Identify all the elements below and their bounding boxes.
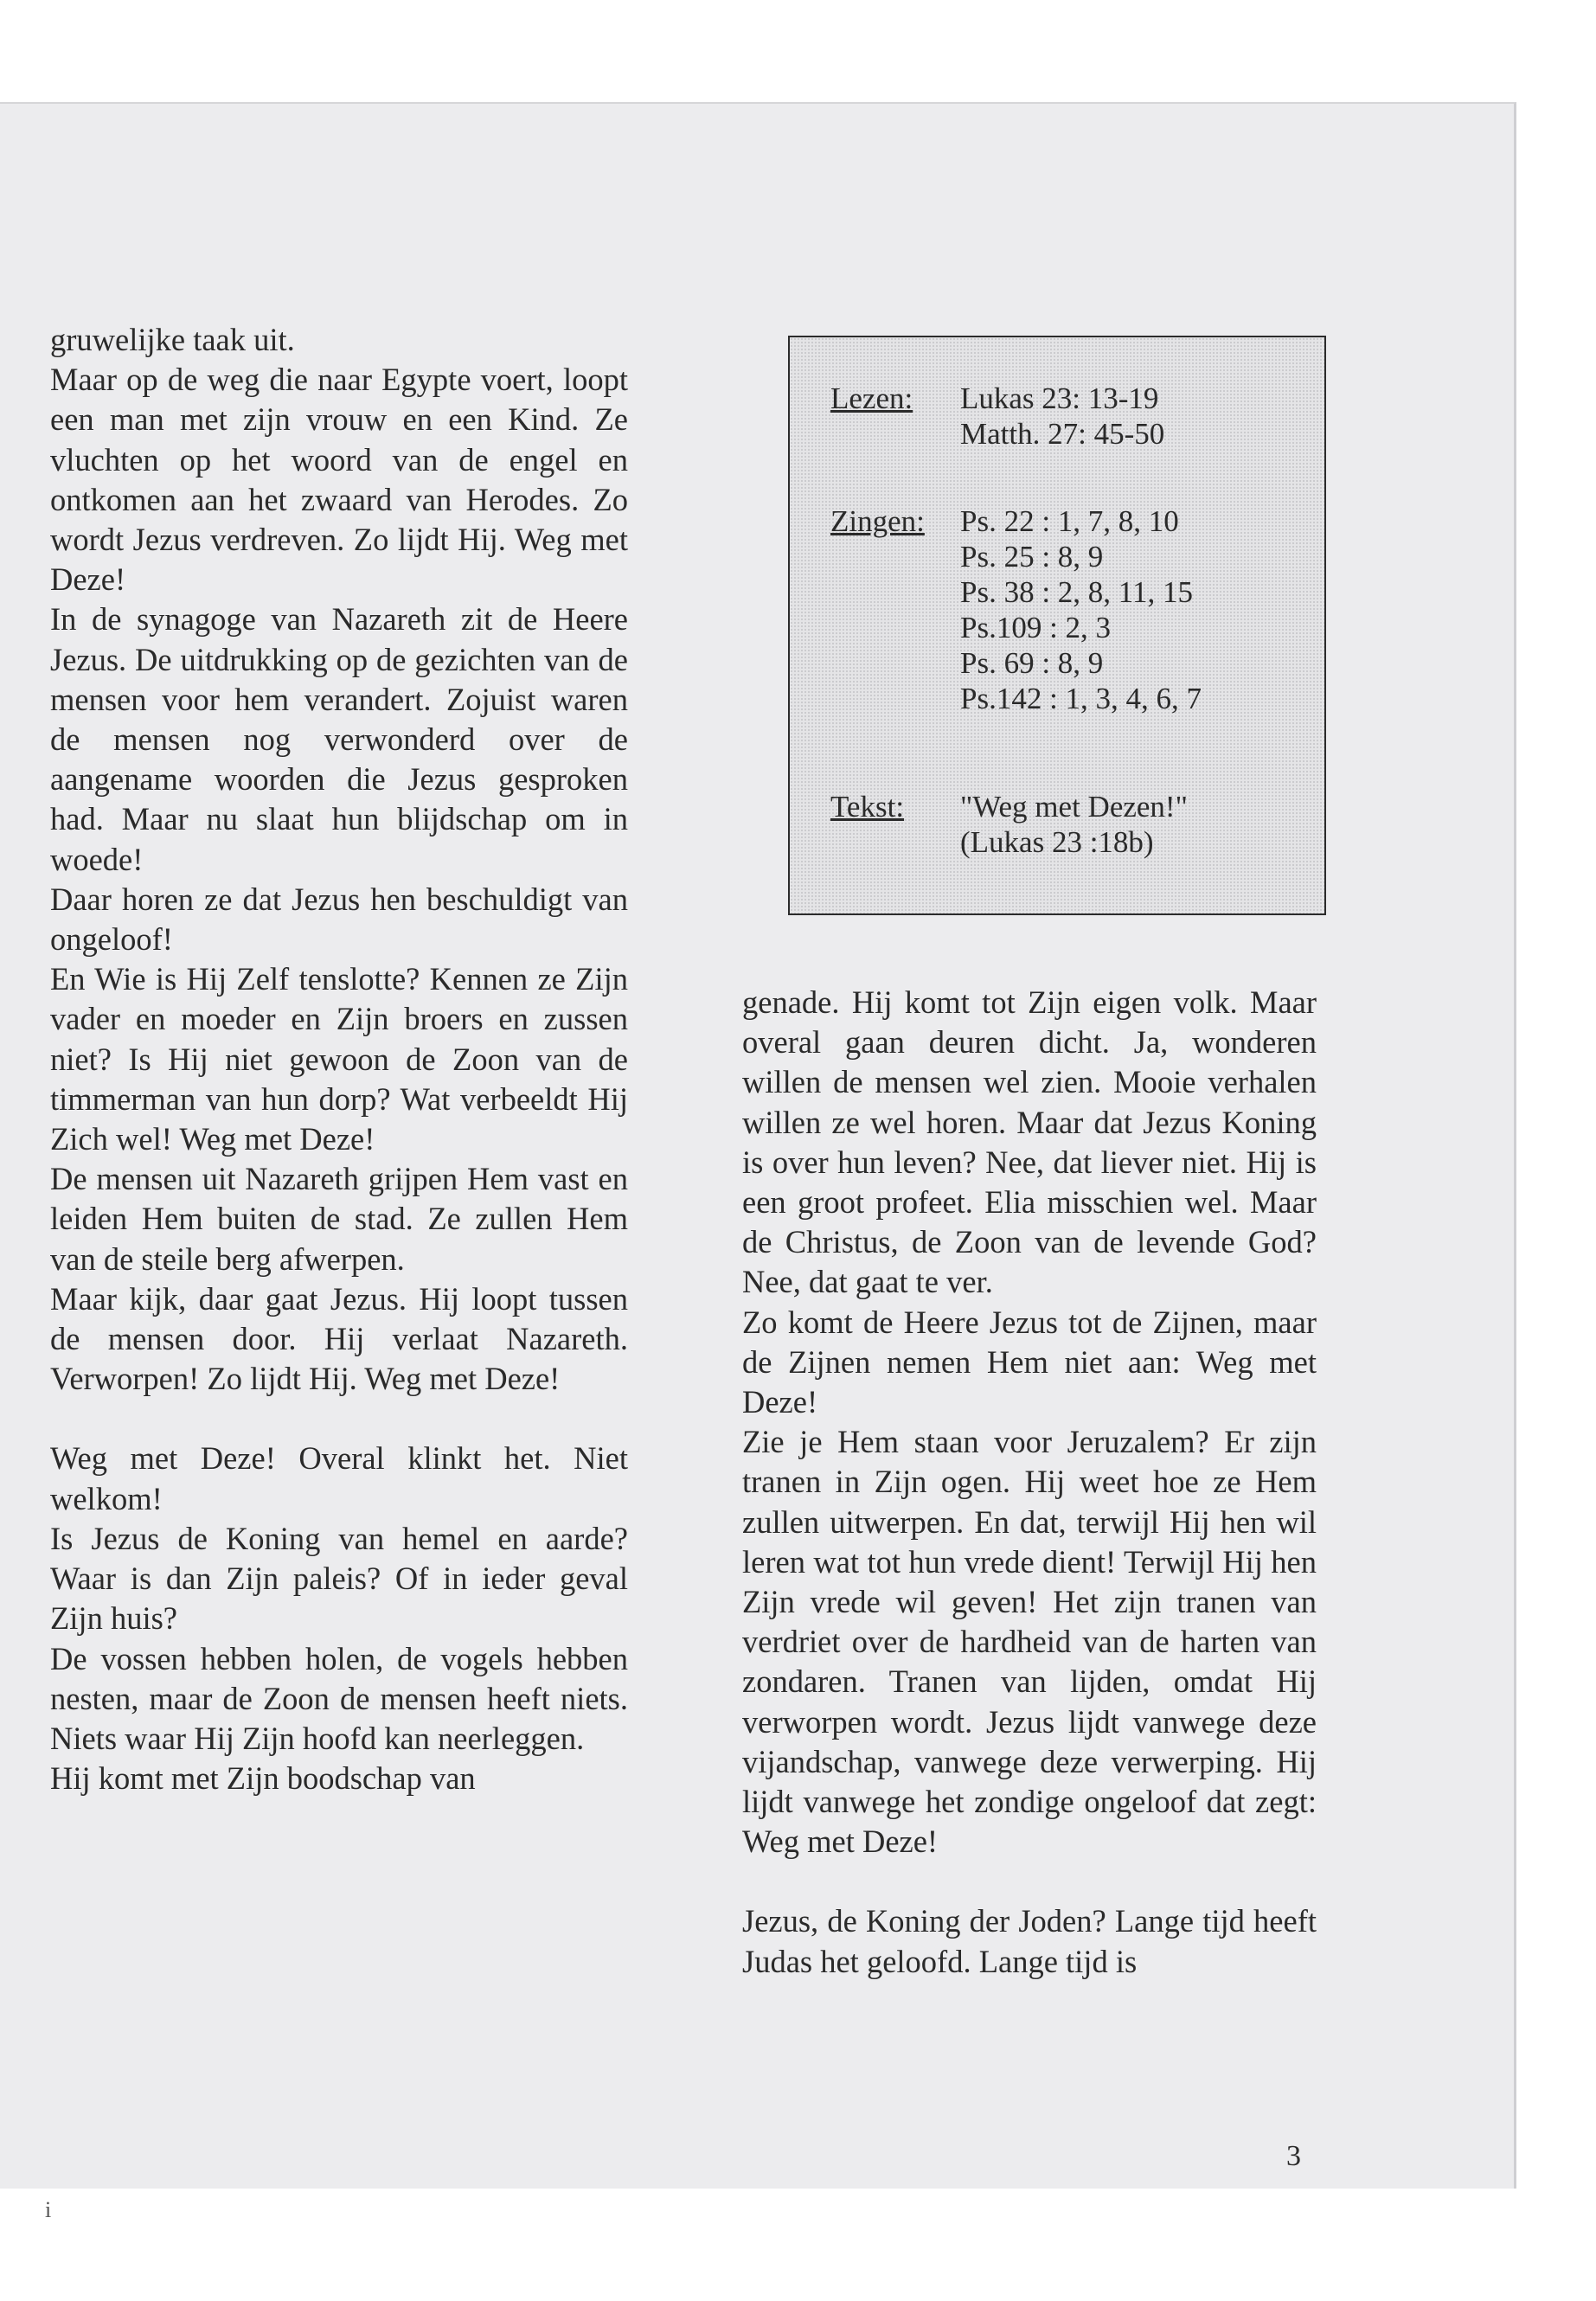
paragraph: Zie je Hem staan voor Jeruzalem? Er zijn tranen in Zijn ogen. Hij weet hoe ze Hem zullen uitwerpen. En dat, terwijl Hij hen wil leren wat tot hun vrede dient! Terwijl Hij hen Zijn vrede wil geven! Het zijn tranen van verdriet over de hardheid van de harten van zondaren. Tranen van lijden, omdat Hij verworpen wordt. Jezus lijdt vanwege deze vijandschap, vanwege deze verwerping. Hij lijdt vanwege het zondige ongeloof dat zegt: Weg met Deze! (742, 1424, 1317, 1860)
zingen-line: Ps. 22 : 1, 7, 8, 10 (960, 504, 1179, 538)
paragraph: De mensen uit Nazareth grijpen Hem vast en leiden Hem buiten de stad. Ze zullen Hem van de steile berg afwerpen. (50, 1161, 628, 1277)
tekst-label: Tekst: (830, 790, 905, 824)
paragraph: De vossen hebben holen, de vogels hebben nesten, maar de Zoon de mensen heeft niets. Niets waar Hij Zijn hoofd kan neerleggen. (50, 1640, 628, 1756)
tekst-line: "Weg met Dezen!" (960, 790, 1188, 824)
page-sheet (0, 102, 1516, 2189)
zingen-label: Zingen: (830, 504, 925, 538)
paragraph: gruwelijke taak uit. (50, 322, 295, 357)
paragraph: genade. Hij komt tot Zijn eigen volk. Maar overal gaan deuren dicht. Ja, wonderen willen de mensen wel zien. Mooie verhalen willen ze wel horen. Maar dat Jezus Koning is over hun leven? Nee, dat liever niet. Hij is een groot profeet. Elia misschien wel. Maar de Christus, de Zoon van de levende God? Nee, dat gaat te ver. (742, 984, 1317, 1300)
zingen-line: Ps.142 : 1, 3, 4, 6, 7 (960, 682, 1202, 715)
paragraph-gap (742, 1862, 1317, 1901)
page-number: 3 (1286, 2140, 1301, 2172)
right-column (742, 983, 1317, 1982)
paragraph: Daar horen ze dat Jezus hen beschuldigt van ongeloof! (50, 881, 628, 958)
left-column (50, 320, 628, 1798)
zingen-row (830, 503, 1202, 716)
zingen-line: Ps. 25 : 8, 9 (960, 540, 1104, 574)
zingen-line: Ps.109 : 2, 3 (960, 611, 1112, 644)
paragraph: Hij komt met Zijn boodschap van (50, 1760, 476, 1797)
paragraph: Jezus, de Koning der Joden? Lange tijd heeft Judas het geloofd. Lange tijd is (742, 1903, 1317, 1979)
paragraph: Is Jezus de Koning van hemel en aarde? Waar is dan Zijn paleis? Of in ieder geval Zijn huis? (50, 1520, 628, 1637)
lezen-label: Lezen: (830, 381, 913, 415)
paragraph: Weg met Deze! Overal klinkt het. Niet welkom! (50, 1440, 628, 1516)
lezen-row (830, 381, 1164, 452)
zingen-line: Ps. 69 : 8, 9 (960, 646, 1104, 680)
paragraph-gap (50, 1399, 628, 1439)
paragraph: In de synagoge van Nazareth zit de Heere Jezus. De uitdrukking op de gezichten van de mensen voor hem verandert. Zojuist waren de mensen nog verwonderd over de aangename woorden die Jezus gesproken had. Maar nu slaat hun blijdschap om in woede! (50, 601, 628, 877)
lezen-line: Matth. 27: 45-50 (960, 417, 1165, 451)
tekst-row (830, 789, 1188, 860)
paragraph: Maar op de weg die naar Egypte voert, loopt een man met zijn vrouw en een Kind. Ze vluchten op het woord van de engel en ontkomen aan het zwaard van Herodes. Zo wordt Jezus verdreven. Zo lijdt Hij. Weg met Deze! (50, 362, 628, 598)
paragraph: Maar kijk, daar gaat Jezus. Hij loopt tussen de mensen door. Hij verlaat Nazareth. Verworpen! Zo lijdt Hij. Weg met Deze! (50, 1280, 628, 1397)
paragraph: En Wie is Hij Zelf tenslotte? Kennen ze Zijn vader en moeder en Zijn broers en zussen niet? Is Hij niet gewoon de Zoon van de timmerman van hun dorp? Wat verbeeldt Hij Zich wel! Weg met Deze! (50, 961, 628, 1157)
scan-mark: i (45, 2197, 52, 2222)
paragraph: Zo komt de Heere Jezus tot de Zijnen, maar de Zijnen nemen Hem niet aan: Weg met Deze! (742, 1304, 1317, 1420)
tekst-line: (Lukas 23 :18b) (960, 825, 1154, 859)
zingen-line: Ps. 38 : 2, 8, 11, 15 (960, 575, 1194, 609)
lezen-line: Lukas 23: 13-19 (960, 381, 1159, 415)
reading-info-box (788, 336, 1326, 915)
